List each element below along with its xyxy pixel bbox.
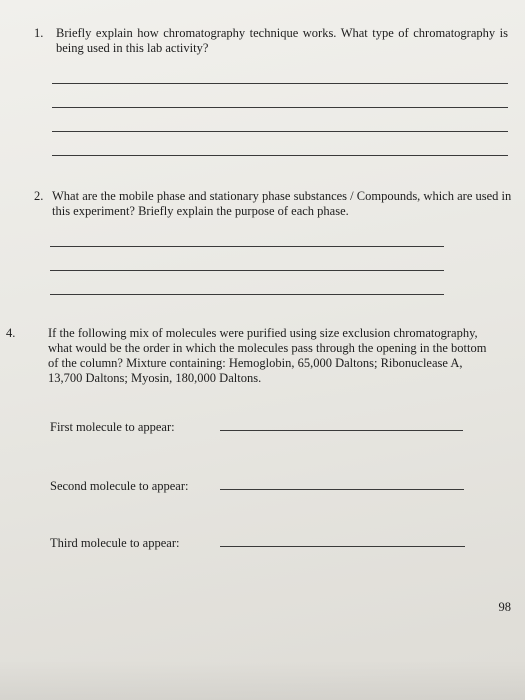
- question-4-text: If the following mix of molecules were purified using size exclusion chromatography, what would be the order in which the molecules pass through the opening in the bottom of the column? Mixture containing: Hemoglobin, 65,000 Daltons; Ribonuclease A, 13,700 Daltons; Myosin, 180,000 Daltons.: [48, 326, 487, 385]
- answer-line: [52, 131, 508, 132]
- answer-line: [50, 246, 444, 247]
- page-number: 98: [498, 600, 511, 614]
- answer-line: [50, 294, 444, 295]
- question-2-number: 2.: [34, 189, 44, 203]
- second-molecule-answer-line[interactable]: [220, 489, 464, 490]
- third-molecule-answer-line[interactable]: [220, 546, 465, 547]
- answer-line: [50, 270, 444, 271]
- question-4-number: 4.: [6, 326, 16, 340]
- question-2-text: What are the mobile phase and stationary phase substances / Compounds, which are used in this experiment? Briefly explain the purpose of each phase.: [52, 189, 512, 218]
- second-molecule-label: Second molecule to appear:: [50, 479, 189, 493]
- answer-line: [52, 83, 508, 84]
- question-1-number: 1.: [34, 26, 44, 40]
- answer-line: [52, 155, 508, 156]
- third-molecule-label: Third molecule to appear:: [50, 536, 180, 550]
- first-molecule-label: First molecule to appear:: [50, 420, 175, 434]
- question-1-text: Briefly explain how chromatography technique works. What type of chromatography is being used in this lab activity?: [56, 26, 508, 55]
- page-shadow: [0, 660, 525, 700]
- first-molecule-answer-line[interactable]: [220, 430, 463, 431]
- answer-line: [52, 107, 508, 108]
